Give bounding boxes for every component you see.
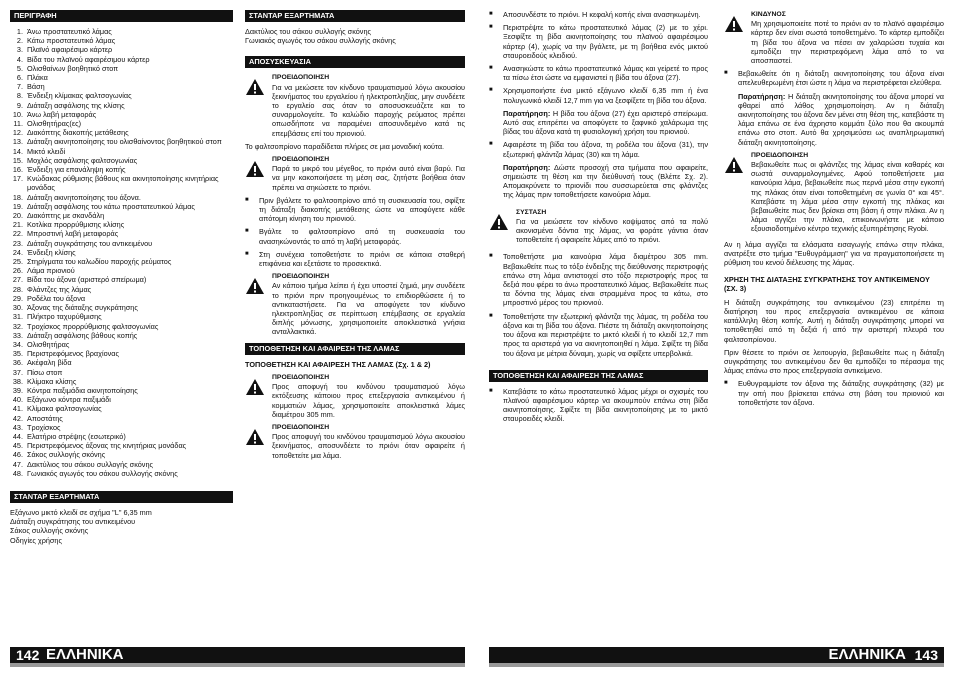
page-number: 143	[914, 647, 938, 663]
item-label: Διάταξη συγκράτησης του αντικειμένου	[27, 238, 153, 248]
list-item	[10, 211, 233, 220]
warning-text: Βεβαιωθείτε πως οι φλάντζες της λάμας είναι καθαρές και σωστά συναρμολογημένες. Αφού τοποθετήσετε μια καινούρια λάμα, βεβαιωθείτε πως περνά μέσα στην εγκοπή της πλάκας όταν είναι τοποθετημένη σε γωνία 0° και 45°. Κατεβάστε τη λάμα μέσα στην εγκοπή της πλάκας και βεβαιωθείτε πως δεν βρίσκει στη βάση ή στην πλάκα. Αν η λάμα αγγίζει την πλάκα, επικοινωνήστε με κάποιο εξουσιοδοτημένο κέντρο τεχνικής εξυπηρέτησης Ryobi.	[751, 160, 944, 234]
danger-title: ΚΙΝΔΥΝΟΣ	[751, 11, 786, 18]
list-item: ■ Πριν βγάλετε το φαλτσοπρίονο από τη συσκευασία του, σφίξτε τη διάταξη διακοπής μετάθεσης ώστε να αποφύγετε κάθε απότομη κίνηση του πριονιού.	[245, 195, 465, 224]
item-number: 42.	[12, 413, 23, 423]
section-header-standard-accessories-cont: ΣΤΑΝΤΑΡ ΕΞΑΡΤΗΜΑΤΑ	[245, 10, 465, 22]
item-label: Πίσω στοπ	[27, 367, 63, 377]
item-number: 24.	[12, 247, 23, 257]
list-item: ■ Τοποθετήστε μια καινούρια λάμα διαμέτρου 305 mm. Βεβαιωθείτε πως το τόξο ένδειξης της διεύθυνσης περιστροφής επάνω στη λάμα αντιστοιχεί στο τόξο περιστροφής προς τα δεξιά που φέρει το άνω προστατευτικό λάμας. Βεβαιωθείτε πως τα δόντια της λάμας είναι στραμμένα προς τα κάτω, στο μπροστινό μέρος του πριονιού.	[489, 252, 708, 308]
list-item: ■ Στη συνέχεια τοποθετήστε το πριόνι σε κάποια σταθερή επιφάνεια και εξετάστε το προσεκτικά.	[245, 249, 465, 269]
list-item	[10, 450, 233, 459]
item-label: Μοχλός ασφάλισης φαλτσογωνίας	[27, 155, 138, 165]
item-label: Ολισθητήρας	[27, 339, 70, 349]
item-number: 41.	[12, 404, 23, 414]
bullet-list	[245, 196, 465, 268]
item-number: 28.	[12, 284, 23, 294]
item-number: 7.	[16, 82, 23, 92]
bullet-list	[489, 252, 708, 357]
note-label: Παρατήρηση:	[503, 108, 551, 118]
item-number: 4.	[16, 54, 23, 64]
list-item	[10, 45, 233, 54]
list-item	[10, 174, 233, 192]
warning-triangle-icon	[245, 378, 265, 396]
list-item	[10, 110, 233, 119]
item-label: Ολισθητήρας(ες)	[27, 119, 82, 129]
list-item	[10, 275, 233, 284]
warning-block	[489, 208, 708, 245]
item-number: 10.	[12, 109, 23, 119]
list-item	[10, 248, 233, 257]
item-number: 43.	[12, 422, 23, 432]
note-text: Δώστε προσοχή στα τμήματα που αφαιρείτε, σημειώστε τη θέση και την διεύθυνσή τους (Βλέπε Σχ. 2). Απομακρύνετε το πριονίδι που συσσωρεύεται στις φλάντζες της λάμας πριν τοποθετήσετε καινούρια λάμα.	[503, 162, 708, 200]
footer-left-rule	[10, 663, 465, 667]
item-label: Άνω λαβή μεταφοράς	[27, 109, 97, 119]
list-item	[10, 395, 233, 404]
list-item	[10, 441, 233, 450]
item-label: Ένδειξη κλίμακας φαλτσογωνίας	[27, 91, 132, 101]
item-number: 6.	[16, 73, 23, 83]
accessory-item: Γωνιακός αγωγός του σάκου συλλογής σκόνης	[245, 36, 396, 46]
item-number: 2.	[16, 36, 23, 46]
item-number: 48.	[12, 468, 23, 478]
item-label: Εξάγωνο κόντρα παξιμάδι	[27, 395, 111, 405]
bullet-list	[724, 69, 944, 147]
list-item: ■ Βεβαιωθείτε ότι η διάταξη ακινητοποίησης του άξονα είναι απελευθερωμένη έτσι ώστε η λάμα να περιστρέφεται ελεύθερα. Παρατήρηση: Η διάταξη ακινητοποίησης του άξονα μπορεί να φθαρεί από λάθος χρησιμοποίηση. Αν η διάταξη ακινητοποίησης του άξονα δεν μένει στη θέση της, κατεβάστε τη λάμα επάνω σε ένα άχρηστο κομμάτι ξύλο που θα ακουμπά επάνω στο στοπ. Αυτό θα χρησιμεύσει ως αναπληρωματική διάταξη ακινητοποίησης.	[724, 69, 944, 147]
item-label: Τροχίσκος προρρύθμισης φαλτσογωνίας	[27, 321, 159, 331]
warning-triangle-icon	[724, 156, 744, 174]
item-number: 33.	[12, 330, 23, 340]
item-number: 39.	[12, 385, 23, 395]
list-item	[10, 137, 233, 146]
item-number: 32.	[12, 321, 23, 331]
item-number: 14.	[12, 146, 23, 156]
item-number: 12.	[12, 128, 23, 138]
language-label: ΕΛΛΗΝΙΚΑ	[46, 646, 124, 663]
accessory-item: Διάταξη συγκράτησης του αντικειμένου	[10, 517, 136, 527]
list-item	[10, 285, 233, 294]
list-item	[10, 469, 233, 478]
list-item: ■ Ανασηκώστε το κάτω προστατευτικό λάμας και γείρετέ το προς τα πίσω έτσι ώστε να εμφανιστεί η βίδα του άξονα (27).	[489, 64, 708, 83]
list-item	[10, 202, 233, 211]
item-label: Στηρίγματα του καλωδίου παροχής ρεύματος	[27, 257, 172, 267]
item-label: Ροδέλα του άξονα	[27, 293, 86, 303]
item-label: Διάταξη ακινητοποίησης του ολισθαίνοντος βοηθητικού στοπ	[27, 137, 222, 147]
list-item	[10, 294, 233, 303]
item-label: Ένδειξη για επανάληψη κοπής	[27, 165, 126, 175]
item-number: 46.	[12, 450, 23, 460]
item-label: Πλάκα	[27, 73, 48, 83]
note-text: Η βίδα του άξονα (27) έχει αριστερό σπείρωμα. Αυτό σας επιτρέπει να αποφύγετε το ξαφνικό χαλάρωμα της βίδας του άξονα κατά τη φυσιολογική χρήση του πριονιού.	[503, 108, 708, 137]
warning-triangle-icon	[489, 213, 509, 231]
section-header-standard-accessories: ΣΤΑΝΤΑΡ ΕΞΑΡΤΗΜΑΤΑ	[10, 491, 233, 503]
list-item	[10, 349, 233, 358]
item-number: 34.	[12, 339, 23, 349]
warning-text: Για να μειώσετε τον κίνδυνο τραυματισμού λόγω ακουσίου ξεκινήματος του εργαλείου ή ηλεκτροπληξίας, μην συνδέετε το εργαλείο σας όταν το αποσυσκευάζετε και το συναρμολογείτε. Το καλώδιο παροχής ρεύματος πρέπει οπωσδήποτε να παραμένει αποσυνδεμένο κατά τις επεμβάσεις επί του πριονιού.	[272, 82, 465, 138]
subsection-title: ΤΟΠΟΘΕΤΗΣΗ ΚΑΙ ΑΦΑΙΡΕΣΗ ΤΗΣ ΛΑΜΑΣ (Σχ. 1 & 2)	[245, 359, 431, 369]
item-label: Κόντρα παξιμάδια ακινητοποίησης	[27, 385, 138, 395]
item-label: Άξονας της διάταξης συγκράτησης	[27, 303, 138, 313]
item-label: Ένδειξη κλίσης	[27, 247, 76, 257]
list-item	[10, 193, 233, 202]
item-label: Τροχίσκος	[27, 422, 61, 432]
section-header-blade-install: ΤΟΠΟΘΕΤΗΣΗ ΚΑΙ ΑΦΑΙΡΕΣΗ ΤΗΣ ΛΑΜΑΣ	[489, 370, 708, 382]
warning-title: ΠΡΟΕΙΔΟΠΟΙΗΣΗ	[272, 74, 330, 82]
warning-block	[245, 155, 465, 192]
item-number: 27.	[12, 275, 23, 285]
item-label: Βίδα του άξονα (αριστερό σπείρωμα)	[27, 275, 147, 285]
item-number: 1.	[16, 27, 23, 36]
list-item	[10, 128, 233, 137]
danger-block	[724, 10, 944, 65]
list-item	[10, 331, 233, 340]
item-number: 17.	[12, 174, 23, 184]
list-item	[10, 414, 233, 423]
item-label: Διάταξη ασφάλισης του κάτω προστατευτικού λάμας	[27, 201, 195, 211]
item-number: 31.	[12, 312, 23, 322]
warning-triangle-icon	[724, 15, 744, 33]
list-item	[10, 404, 233, 413]
warning-title: ΠΡΟΕΙΔΟΠΟΙΗΣΗ	[272, 156, 330, 164]
list-item	[10, 423, 233, 432]
item-label: Πλήκτρο ταχυρύθμισης	[27, 312, 102, 322]
list-item: ■ Τοποθετήστε την εξωτερική φλάντζα της λάμας, τη ροδέλα του άξονα και τη βίδα του άξονα. Πιέστε τη διάταξη ακινητοποίησης του άξονα και περιστρέψτε το μικτό κλειδί ή το κλειδί 12,7 mm προς τα αριστερά για να ακινητοποιηθεί η λάμα. Σφίξτε τη βίδα του άξονα με μέτρια δύναμη, χωρίς να σφίξετε υπερβολικά.	[489, 311, 708, 358]
list-item	[10, 73, 233, 82]
warning-triangle-icon	[245, 428, 265, 446]
note-label: Παρατήρηση:	[503, 162, 551, 172]
item-label: Κλίμακα κλίσης	[27, 376, 77, 386]
item-label: Βίδα του πλαϊνού αφαιρέσιμου κάρτερ	[27, 54, 150, 64]
item-number: 38.	[12, 376, 23, 386]
page-number: 142	[16, 647, 40, 663]
item-label: Πλαϊνό αφαιρέσιμο κάρτερ	[27, 45, 113, 55]
note-label: Παρατήρηση:	[738, 91, 786, 101]
item-number: 36.	[12, 358, 23, 368]
warning-text: Προς αποφυγή του κινδύνου τραυματισμού λόγω ακουσίου ξεκινήματος, αποσυνδέετε το πριόνι όταν αφαιρείτε ή τοποθετείτε μια λάμα.	[272, 432, 465, 460]
list-item	[10, 322, 233, 331]
item-number: 8.	[16, 91, 23, 101]
warning-block	[245, 373, 465, 419]
bullet-list	[489, 387, 708, 424]
list-item	[10, 358, 233, 367]
item-number: 23.	[12, 238, 23, 248]
item-number: 40.	[12, 395, 23, 405]
item-label: Διάταξη ασφάλισης της κλίσης	[27, 100, 125, 110]
list-item	[10, 368, 233, 377]
list-item: ■ Κατεβάστε το κάτω προστατευτικό λάμας μέχρι οι σχισμές του πλαϊνού αφαιρέσιμου κάρτερ να ακουμπούν επάνω στη βίδα ακινητοποίησης. Σφίξτε τη βίδα ακινητοποίησης με το μικτό σταυροειδές κλειδί.	[489, 386, 708, 424]
list-item	[10, 64, 233, 73]
paragraph: Το φαλτσοπρίονο παραδίδεται πλήρες σε μια μοναδική κούτα.	[245, 141, 445, 151]
warning-text: Προς αποφυγή του κινδύνου τραυματισμού λόγω εκτόξευσης κάποιου προς επεξεργασία αντικειμένου ή κομματιών λάμας, χρησιμοποιείτε αποκλειστικά λάμες διαμέτρου 305 mm.	[272, 382, 465, 419]
footer-right-rule	[489, 663, 944, 667]
list-item	[10, 266, 233, 275]
warning-title: ΠΡΟΕΙΔΟΠΟΙΗΣΗ	[272, 423, 330, 431]
list-item	[10, 220, 233, 229]
accessory-item: Εξάγωνο μικτό κλειδί σε σχήμα "L" 6,35 mm	[10, 507, 152, 517]
list-item: ■ Αφαιρέστε τη βίδα του άξονα, τη ροδέλα του άξονα (31), την εξωτερική φλάντζα λάμας (30) και τη λάμα. Παρατήρηση: Δώστε προσοχή στα τμήματα που αφαιρείτε, σημειώστε τη θέση και την διεύθυνσή τους (Βλέπε Σχ. 2). Απομακρύνετε το πριονίδι που συσσωρεύεται στις φλάντζες της λάμας πριν τοποθετήσετε καινούρια λάμα.	[489, 140, 708, 200]
warning-triangle-icon	[245, 78, 265, 96]
list-item	[10, 312, 233, 321]
item-number: 16.	[12, 165, 23, 175]
list-item	[10, 82, 233, 91]
list-item	[10, 229, 233, 238]
item-label: Διακόπτης με σκανδάλη	[27, 211, 105, 221]
item-label: Φλάντζες της λάμας	[27, 284, 92, 294]
list-item	[10, 156, 233, 165]
column-1	[10, 10, 233, 545]
column-4	[724, 10, 944, 411]
warning-block	[724, 151, 944, 234]
item-label: Κλίμακα φαλτσογωνίας	[27, 404, 102, 414]
item-label: Περιστρεφόμενος άξονας της κινητήριας μονάδας	[27, 441, 187, 451]
item-number: 30.	[12, 303, 23, 313]
list-item	[10, 239, 233, 248]
accessory-item: Δακτύλιος του σάκου συλλογής σκόνης	[245, 27, 372, 36]
warning-title: ΠΡΟΕΙΔΟΠΟΙΗΣΗ	[751, 151, 809, 159]
warning-title: ΣΥΣΤΑΣΗ	[516, 208, 547, 216]
warning-title: ΠΡΟΕΙΔΟΠΟΙΗΣΗ	[272, 373, 330, 381]
item-label: Διακόπτης διακοπής μετάθεσης	[27, 128, 129, 138]
item-number: 25.	[12, 257, 23, 267]
item-label: Δακτύλιος του σάκου συλλογής σκόνης	[27, 459, 154, 469]
list-item: ■ Χρησιμοποιήστε ένα μικτό εξάγωνο κλειδί 6,35 mm ή ένα πολυγωνικό κλειδί 12,7 mm για να ξεσφίξετε τη βίδα του άξονα. Παρατήρηση: Η βίδα του άξονα (27) έχει αριστερό σπείρωμα. Αυτό σας επιτρέπει να αποφύγετε το ξαφνικό χαλάρωμα της βίδας του άξονα κατά τη φυσιολογική χρήση του πριονιού.	[489, 86, 708, 137]
item-number: 20.	[12, 211, 23, 221]
item-label: Γωνιακός αγωγός του σάκου συλλογής σκόνης	[27, 468, 178, 478]
item-label: Ακέφαλη βίδα	[27, 358, 72, 368]
item-label: Μικτό κλειδί	[27, 146, 66, 156]
item-number: 47.	[12, 459, 23, 469]
item-number: 19.	[12, 201, 23, 211]
section-header-unpacking: ΑΠΟΣΥΣΚΕΥΑΣΙΑ	[245, 56, 465, 68]
bullet-list	[724, 379, 944, 407]
section-header-blade: ΤΟΠΟΘΕΤΗΣΗ ΚΑΙ ΑΦΑΙΡΕΣΗ ΤΗΣ ΛΑΜΑΣ	[245, 343, 465, 355]
item-label: Άνω προστατευτικό λάμας	[27, 27, 112, 36]
list-item	[10, 27, 233, 36]
item-number: 35.	[12, 349, 23, 359]
item-number: 45.	[12, 441, 23, 451]
bullet-list	[489, 10, 708, 200]
list-item	[10, 55, 233, 64]
list-item	[10, 377, 233, 386]
list-item	[10, 91, 233, 100]
list-item	[10, 257, 233, 266]
item-number: 11.	[13, 119, 23, 129]
language-label: ΕΛΛΗΝΙΚΑ	[828, 646, 906, 663]
item-label: Ολισθαίνων βοηθητικό στοπ	[27, 63, 119, 73]
item-label: Διάταξη ακινητοποίησης του άξονα.	[27, 192, 141, 202]
paragraph: Η διάταξη συγκράτησης του αντικειμένου (23) επιτρέπει τη διατήρηση του προς επεξεργασία αντικειμένου σε κάποια κατάλληλη θέση κοπής. Αυτή η διάταξη συγκράτησης μπορεί να τοποθετηθεί από τη δεξιά ή από την αριστερή πλευρά του φαλτσοπρίονου.	[724, 297, 944, 344]
list-item: ■ Περιστρέψτε το κάτω προστατευτικό λάμας (2) με το χέρι. Ξεσφίξτε τη βίδα ακινητοποίησης του πλαϊνού αφαιρέσιμου κάρτερ (4), χωρίς να την βγάλετε, με τη βοήθεια ενός μικτού σταυροειδούς κλειδιού.	[489, 23, 708, 60]
danger-text: Μη χρησιμοποιείτε ποτέ το πριόνι αν το πλαϊνό αφαιρέσιμο κάρτερ δεν είναι σωστά τοποθετημένο. Το κάρτερ εμποδίζει τη βίδα του άξονα να πέσει αν χαλαρώσει τυχαία και εμποδίζει την περιστρεφόμενη λάμα από το να αποσπαστεί.	[751, 19, 944, 66]
item-label: Κοτλίκα προρρύθμισης κλίσης	[27, 220, 125, 230]
list-item	[10, 340, 233, 349]
item-number: 15.	[12, 155, 23, 165]
footer-right	[489, 647, 944, 663]
list-item	[10, 386, 233, 395]
list-item	[10, 165, 233, 174]
list-item	[10, 119, 233, 128]
subsection-title: ΧΡΗΣΗ ΤΗΣ ΔΙΑΤΑΞΗΣ ΣΥΓΚΡΑΤΗΣΗΣ ΤΟΥ ΑΝΤΙΚΕΙΜΕΝΟΥ (ΣΧ. 3)	[724, 275, 930, 294]
list-item	[10, 460, 233, 469]
accessory-item: Σάκος συλλογής σκόνης	[10, 526, 89, 536]
column-2	[245, 10, 465, 464]
item-label: Κάτω προστατευτικό λάμας	[27, 36, 116, 46]
accessory-item: Οδηγίες χρήσης	[10, 535, 62, 545]
list-item	[10, 432, 233, 441]
warning-text: Για να μειώσετε τον κίνδυνο κοψίματος από τα πολύ ακονισμένα δόντια της λάμας, να φοράτε γάντια όταν τοποθετείτε ή αφαιρείτε λάμες από το πριόνι.	[516, 216, 708, 245]
warning-text: Αν κάποιο τμήμα λείπει ή έχει υποστεί ζημιά, μην συνδέετε το πριόνι πριν προηγουμένως το επιδιορθώσετε ή το αντικαταστήσετε. Για να αποφύγετε τον κίνδυνο ηλεκτροπληξίας σε περίπτωση επέμβασης σε εργαλεία διπλής μόνωσης, χρησιμοποιείτε αποκλειστικά γνήσια ανταλλακτικά.	[272, 281, 465, 337]
item-number: 18.	[12, 192, 23, 202]
warning-block	[245, 272, 465, 336]
list-item	[10, 147, 233, 156]
paragraph: Πριν θέσετε το πριόνι σε λειτουργία, βεβαιωθείτε πως η διάταξη συγκράτησης του αντικειμένου δεν θα εμποδίζει το πέρασμα της λάμας επάνω στο προς επεξεργασία αντικείμενο.	[724, 347, 944, 376]
footer-left	[10, 647, 465, 663]
column-3	[489, 10, 708, 428]
warning-triangle-icon	[245, 160, 265, 178]
list-item	[10, 101, 233, 110]
list-item	[10, 36, 233, 45]
list-item	[10, 303, 233, 312]
item-number: 29.	[12, 293, 23, 303]
item-number: 9.	[16, 100, 23, 110]
item-number: 22.	[12, 229, 23, 239]
warning-block	[245, 423, 465, 460]
warning-text: Παρά το μικρό του μέγεθος, το πριόνι αυτό είναι βαρύ. Για να μην κακοποιήσετε τη μέση σας, ζητήστε βοήθεια όταν πρέπει να σηκώσετε το πριόνι.	[272, 164, 465, 192]
list-item: ■ Αποσυνδέστε το πριόνι. Η κεφαλή κοπής είναι ανασηκωμένη.	[489, 10, 701, 19]
item-number: 44.	[12, 431, 23, 441]
item-label: Σάκος συλλογής σκόνης	[27, 450, 106, 460]
note-text: Η διάταξη ακινητοποίησης του άξονα μπορεί να φθαρεί από λάθος χρησιμοποίηση. Αν η διάταξη ακινητοποίησης του άξονα δεν μένει στη θέση της, κατεβάστε τη λάμα επάνω σε ένα άχρηστο κομμάτι ξύλο που θα ακουμπά επάνω στο στοπ. Αυτό θα χρησιμεύσει ως αναπληρωματική διάταξη ακινητοποίησης.	[738, 91, 944, 147]
warning-triangle-icon	[245, 277, 265, 295]
warning-block	[245, 73, 465, 137]
item-label: Περιστρεφόμενος βραχίονας	[27, 349, 120, 359]
item-label: Λάμα πριονιού	[27, 266, 75, 276]
item-label: Μπροστινή λαβή μεταφοράς	[27, 229, 119, 239]
item-label: Αποστάτης	[27, 413, 63, 423]
standard-accessories-list	[10, 508, 233, 545]
item-number: 5.	[16, 63, 23, 73]
paragraph: Αν η λάμα αγγίζει τα ελάσματα εισαγωγής επάνω στην πλάκα, ανατρέξτε στο τμήμα "Ευθυγράμμιση" για να πραγματοποιήσετε τη ρύθμιση του κενού διέλευσης της λάμας.	[724, 239, 944, 268]
item-label: Διάταξη ασφάλισης βάθους κοπής	[27, 330, 138, 340]
list-item: ■ Βγάλτε το φαλτσοπρίονο από τη συσκευασία του ανασηκώνοντάς το από τη λαβή μεταφοράς.	[245, 227, 465, 246]
warning-title: ΠΡΟΕΙΔΟΠΟΙΗΣΗ	[272, 273, 330, 281]
item-number: 21.	[12, 220, 23, 230]
list-item: ■ Ευθυγραμμίστε τον άξονα της διάταξης συγκράτησης (32) με την οπή που βρίσκεται επάνω στη βάση του πριονιού και τοποθετήστε τον άξονα.	[724, 379, 944, 407]
section-header-description: ΠΕΡΙΓΡΑΦΗ	[10, 10, 233, 22]
item-number: 26.	[12, 266, 23, 276]
item-number: 13.	[12, 137, 23, 147]
item-number: 3.	[16, 45, 23, 55]
item-number: 37.	[12, 367, 23, 377]
item-label: Βάση	[27, 82, 45, 92]
item-label: Ελατήριο στρέψης (εσωτερικό)	[27, 431, 126, 441]
parts-list	[10, 27, 233, 478]
item-label: Κνώδακας ρύθμισης βάθους και ακινητοποίησης κινητήριας μονάδας	[27, 174, 219, 193]
